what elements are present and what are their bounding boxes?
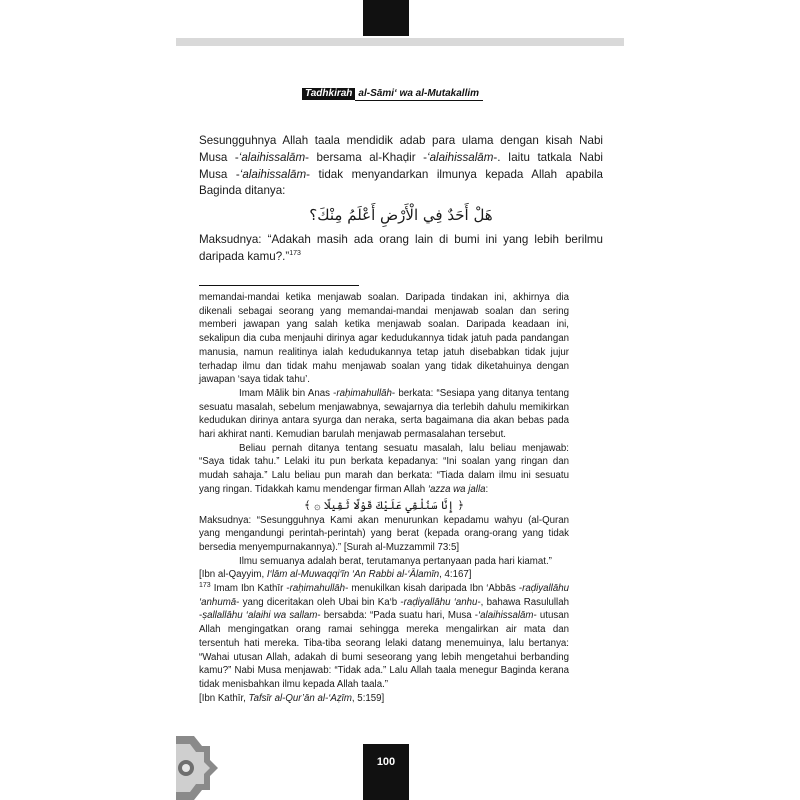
text-run: [Ibn al-Qayyim, (199, 569, 267, 581)
text-run: - berkata: “Sesiapa yang ditanya tentang sesuatu masalah, sebelum menjawabnya, sewajarnya dia terlebih dahulu memikirkan kedudukan dirinya antara syurga dan neraka, serta bagaimana dia akan bebas pada hari akhirat nanti. Kemudian barulah menjawab permasalahan tersebut. (199, 387, 569, 441)
text-run: ‘alaihissalām (478, 610, 534, 622)
text-run: Maksudnya: “Adakah masih ada orang lain di bumi ini yang lebih berilmu daripada kamu?.” (199, 233, 603, 263)
page-number: 100 (376, 756, 396, 768)
text-run: [Ibn Kathīr, (199, 692, 249, 704)
top-rule (176, 38, 624, 46)
footnote-text (199, 442, 569, 497)
footnote-text (199, 387, 569, 442)
arabic-question: هَلْ أَحَدٌ فِي الْأَرْضِ أَعْلَمُ مِنْكَ؟ (309, 206, 493, 224)
text-run: ‘alaihissalām (427, 150, 494, 164)
footnote-text: Maksudnya: “Sesungguhnya Kami akan menurunkan kepadamu wahyu (al-Quran yang mengandungi perintah-perintah) yang berat (kepada orang-orang yang tidak bersedia menyempurnakannya).” [Surah al-Muzzammil 73:5] (199, 514, 569, 553)
text-run: - bersabda: “Pada suatu hari, Musa - (317, 610, 479, 622)
top-tab (363, 0, 409, 36)
footnote-173 (199, 582, 569, 692)
text-run: raḍiyallāhu ‘anhu (403, 596, 478, 608)
text-run: ‘azza wa jalla (427, 483, 486, 495)
text-run: -, bahawa Rasulullah - (199, 596, 569, 622)
footnotes (199, 291, 569, 705)
arabic-verse: ﴿ إِنَّا سَنُلْقِي عَلَيْكَ قَوْلًا ثَقِيلًا ۞ ﴾ (304, 498, 464, 512)
text-run: Beliau pernah ditanya tentang sesuatu masalah, lalu beliau menjawab: “Saya tidak tahu.” Lelaki itu pun berkata kepadanya: “Ini soalan yang ringan dan mudah sahaja.” Lalu beliau pun marah dan berkata: “Tiada dalam ilmu ini sesuatu yang ringan. Tidakkah kamu mendengar firman Allah (199, 442, 569, 495)
main-paragraph-1 (199, 133, 603, 200)
header-title: al-Sāmi‘ wa al-Mutakallim (355, 88, 483, 101)
footnote-number: 173 (199, 581, 211, 589)
text-run: - tidak menyandarkan ilmunya kepada Allah apabila Baginda ditanya: (199, 167, 603, 198)
citation (199, 692, 569, 706)
footnote-text: memandai-mandai ketika menjawab soalan. Daripada tindakan ini, akhirnya dia dikenali sebagai seorang yang memandai-mandai menjawab soalan dan sering memberi jawapan yang salah ketika menjawab soalan. Daripada keadaan ini, sekalipun dia cuba menjauhi dirinya agar kedudukannya tidak jatuh pada pandangan manusia, namun realitinya ialah kedudukannya tetap jatuh disebabkan tidak jujur terhadap ilmu dan tidak mahu menjawab soalan yang tidak diketahuinya dengan jawapan ‘saya tidak tahu’. (199, 292, 569, 386)
text-run: raḍiyallāhu ‘anhumā (199, 583, 569, 608)
text-run: raḥimahullāh (336, 387, 392, 399)
text-run: Sesungguhnya Allah taala mendidik adab para ulama dengan kisah Nabi Musa - (199, 134, 603, 164)
text-run: : (485, 483, 489, 495)
text-run: - yang diceritakan oleh Ubai bin Ka‘b - (236, 596, 404, 608)
text-run: raḥimahullāh (289, 583, 346, 595)
text-run: Imam Mālik bin Anas - (239, 387, 337, 399)
ornament-icon (176, 730, 218, 800)
text-run: ‘alaihissalām (238, 150, 306, 164)
text-run: ṣallallāhu ‘alaihi wa sallam (202, 610, 318, 622)
text-run: Tafsīr al-Qur’ān al-‘Aẓīm (248, 692, 352, 704)
running-header (302, 88, 483, 100)
text-run: I‘lām al-Muwaqqi‘īn ‘An Rabbi al-‘Ālamīn (266, 569, 440, 581)
text-run: - bersama al-Khaḍir - (305, 150, 427, 164)
footnote-ref: 173 (289, 249, 301, 257)
header-book-label: Tadhkirah (302, 88, 355, 100)
text-run: ‘alaihissalām (239, 167, 307, 181)
main-paragraph-2 (199, 232, 603, 266)
page-number-box (363, 744, 409, 800)
citation (199, 568, 569, 582)
text-run: - menukilkan kisah daripada Ibn ‘Abbās - (345, 583, 523, 595)
footnote-text: Ilmu semuanya adalah berat, terutamanya pertanyaan pada hari kiamat.” (239, 555, 552, 567)
text-run: , 5:159] (351, 692, 385, 704)
text-run: -. Iaitu tatkala Nabi Musa - (199, 150, 604, 181)
text-run: Imam Ibn Kathīr - (210, 583, 290, 595)
text-run: - utusan Allah mengingatkan orang ramai sehingga mereka mengalirkan air mata dan tersentuh hati mereka. Tiba-tiba seorang lelaki datang menemuinya, lalu bertanya: “Wahai utusan Allah, adakah di bumi seseorang yang lebih mengetahui berbanding kamu?” Nabi Musa menjawab: “Tidak ada.” Lalu Allah taala menegur Baginda kerana tidak menisbahkan ilmu kepada Allah taala.” (199, 610, 569, 690)
text-run: , 4:167] (439, 569, 472, 581)
footnote-rule (199, 285, 359, 286)
